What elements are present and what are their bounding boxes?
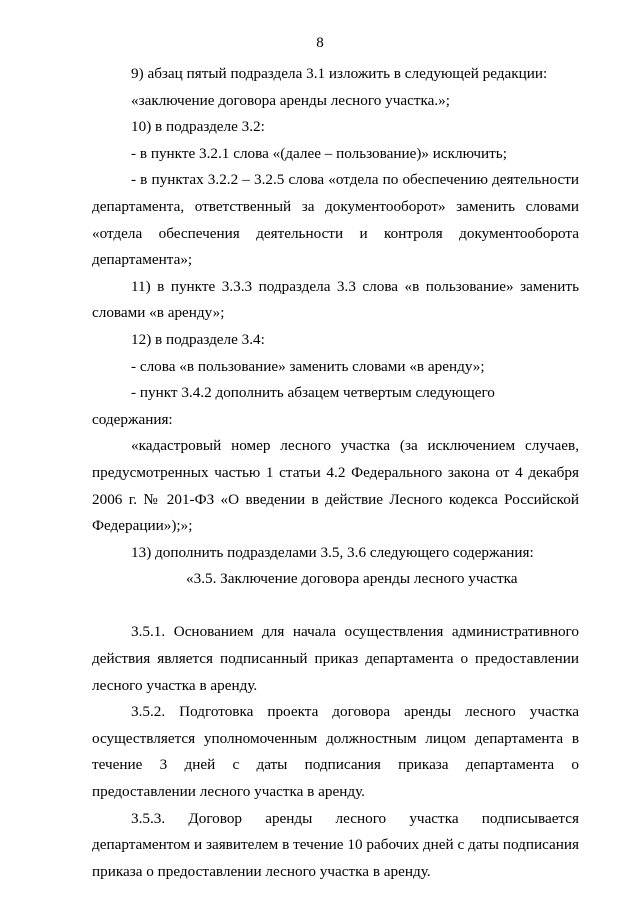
page-number: 8 [316, 35, 324, 51]
paragraph-item-12: 12) в подразделе 3.4: [131, 330, 265, 348]
paragraph-point-3-4-2: - пункт 3.4.2 дополнить абзацем четвертым следующего содержания: [92, 384, 495, 428]
section-heading: «3.5. Заключение договора аренды лесного участка [186, 570, 518, 588]
paragraph-3-5-1: 3.5.1. Основанием для начала осуществления административного действия является подписанный приказ департамента о предоставлении лесного участка в аренду. [92, 623, 579, 694]
paragraph-new-wording: «заключение договора аренды лесного участка.»; [131, 91, 450, 109]
paragraph-item-13: 13) дополнить подразделами 3.5, 3.6 следующего содержания: [131, 543, 534, 561]
document-body [92, 61, 579, 885]
paragraph-replace-words: - слова «в пользование» заменить словами «в аренду»; [131, 357, 485, 375]
paragraph-3-5-2: 3.5.2. Подготовка проекта договора аренды лесного участка осуществляется уполномоченным должностным лицом департамента в течение 3 дней с даты подписания приказа департамента о предоставлении лесного участка в аренду. [92, 703, 579, 801]
paragraph-point-3-2-1: - в пункте 3.2.1 слова «(далее – пользование)» исключить; [131, 144, 507, 162]
section-spacer [92, 593, 579, 620]
paragraph-3-5-3: 3.5.3. Договор аренды лесного участка подписывается департаментом и заявителем в течение 10 рабочих дней с даты подписания приказа о предоставлении лесного участка в аренду. [92, 809, 579, 880]
paragraph-item-11: 11) в пункте 3.3.3 подраздела 3.3 слова «в пользование» заменить словами «в аренду»; [92, 277, 579, 322]
paragraph-item-9: 9) абзац пятый подраздела 3.1 изложить в следующей редакции: [131, 65, 548, 82]
paragraph-item-10: 10) в подразделе 3.2: [131, 118, 265, 136]
paragraph-points-3-2-2-3-2-5: - в пунктах 3.2.2 – 3.2.5 слова «отдела по обеспечению деятельности департамента, ответственный за документооборот» заменить словами «отдела обеспечения деятельности и контроля документооборота департамента»; [92, 171, 579, 269]
paragraph-cadastral-number: «кадастровый номер лесного участка (за исключением случаев, предусмотренных частью 1 статьи 4.2 Федерального закона от 4 декабря 2006 г. № 201-ФЗ «О введении в действие Лесного кодекса Российской Федерации»);»; [92, 437, 579, 535]
